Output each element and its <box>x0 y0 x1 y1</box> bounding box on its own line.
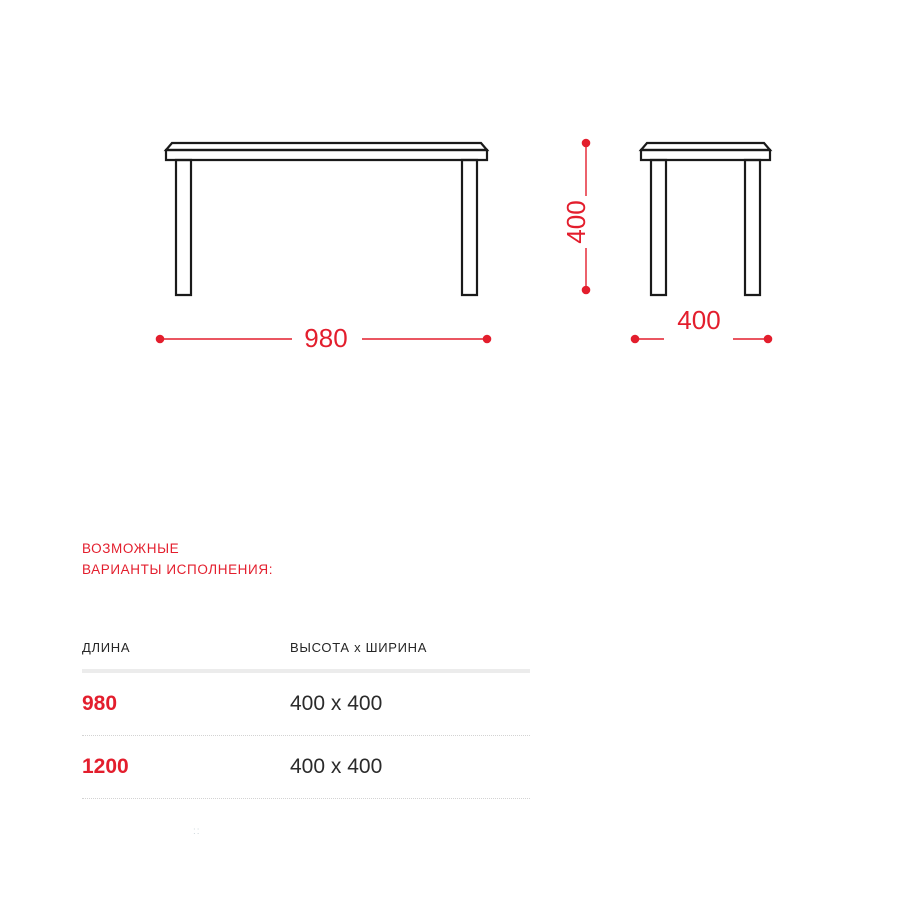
length-dimension-label: 980 <box>304 322 348 353</box>
cell-height-width: 400 х 400 <box>290 692 383 715</box>
table-side-view <box>641 143 770 295</box>
table-header-row <box>82 640 530 669</box>
technical-drawing <box>0 0 900 400</box>
specs-heading-line2: ВАРИАНТЫ ИСПОЛНЕНИЯ: <box>82 562 274 577</box>
specs-heading <box>82 538 273 580</box>
footer-mark: :: <box>193 826 201 837</box>
table-row <box>82 673 530 736</box>
specs-heading-line1: ВОЗМОЖНЫЕ <box>82 541 180 556</box>
cell-height-width: 400 х 400 <box>290 755 383 778</box>
column-header-height-width: ВЫСОТА х ШИРИНА <box>290 640 428 655</box>
width-dimension <box>631 335 771 342</box>
specs-table <box>82 640 530 799</box>
table-front-view <box>166 143 487 295</box>
table-row <box>82 736 530 799</box>
height-dimension-label: 400 <box>560 200 591 244</box>
width-dimension-label: 400 <box>677 304 721 335</box>
column-header-length: ДЛИНА <box>82 640 131 655</box>
cell-length: 980 <box>82 692 118 715</box>
cell-length: 1200 <box>82 755 129 778</box>
